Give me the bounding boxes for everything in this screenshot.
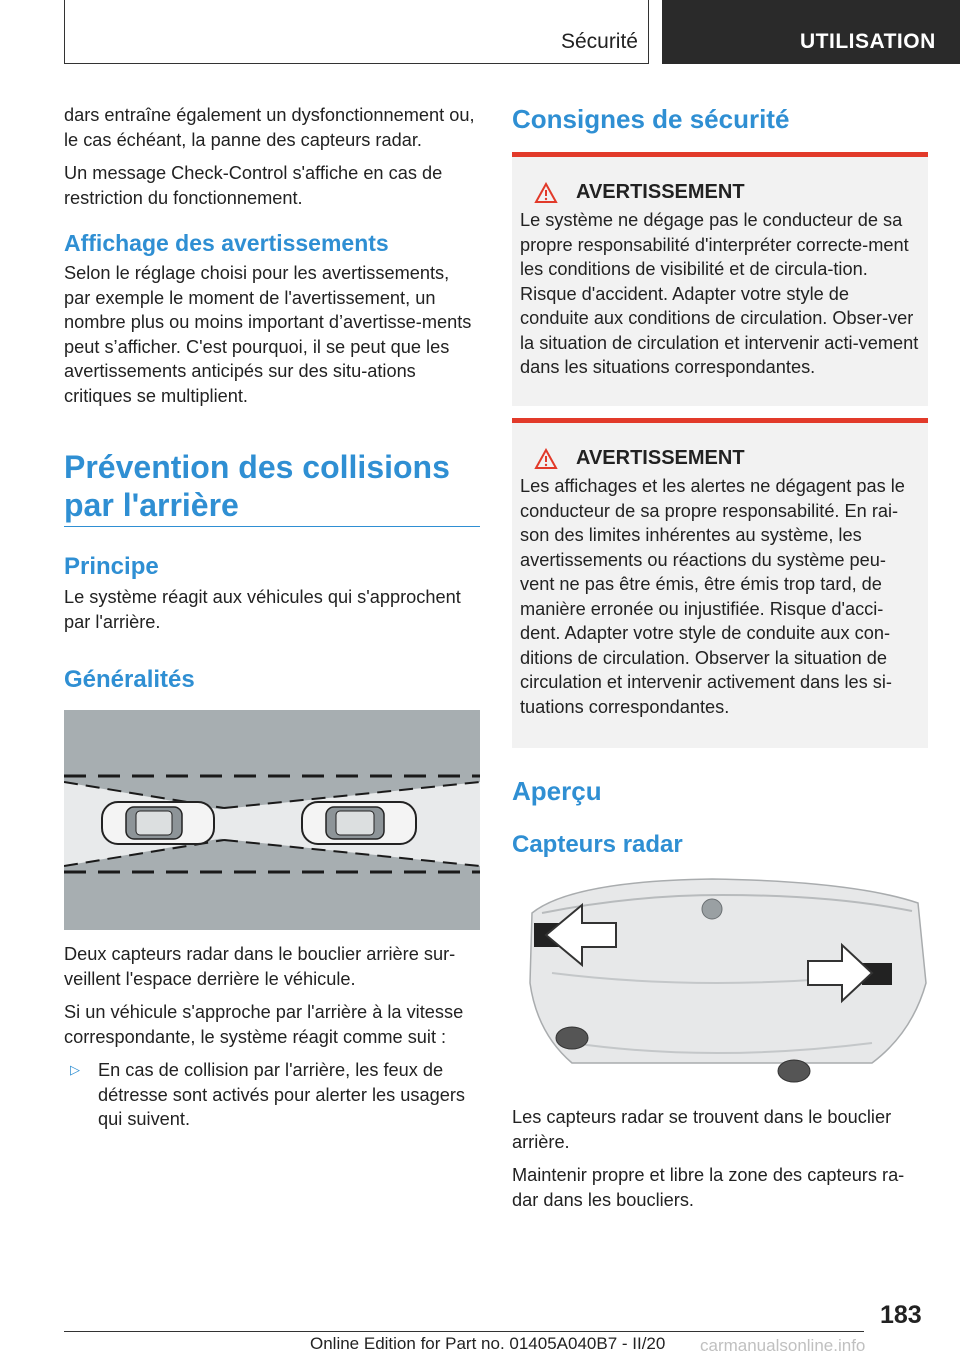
section-title-line1: Prévention des collisions — [64, 449, 450, 485]
heading-capteurs: Capteurs radar — [512, 831, 683, 858]
header-section-title: Sécurité — [560, 30, 638, 53]
warning-text: Le système ne dégage pas le conducteur de sa propre responsabilité d'interpréter correcte-ment les conditions de visibilité et de circula-tion. Risque d'accident. Adapter votre style de conduite aux conditions de circulation. Obser-ver la situation de circulation et intervenir acti-vement dans les situations correspondantes. — [520, 210, 919, 377]
heading-apercu: Aperçu — [512, 776, 602, 806]
header-chapter-tab — [662, 0, 960, 64]
radar-sensor-illustration — [512, 873, 928, 1093]
heading-affichage: Affichage des avertissements — [64, 230, 389, 256]
warning-triangle-icon — [534, 448, 558, 470]
section-title-line2: par l'arrière — [64, 487, 239, 523]
collision-illustration — [64, 710, 480, 930]
triangle-bullet-icon: ▷ — [70, 1062, 80, 1077]
warning-title: AVERTISSEMENT — [576, 181, 745, 203]
paragraph: Les capteurs radar se trouvent dans le bouclier arrière. — [512, 1107, 892, 1152]
heading-generalites: Généralités — [64, 666, 195, 693]
section-title-block — [64, 448, 480, 527]
header-chapter-title: UTILISATION — [800, 30, 936, 53]
footer-edition: Online Edition for Part no. 01405A040B7 - II/20 — [310, 1334, 666, 1353]
warning-text: Les affichages et les alertes ne dégagent pas le conducteur de sa propre responsabilité. En rai-son des limites inhérentes au système, les avertissements ou réactions du système peu-vent ne pas être émis, être émis trop tard, de manière erronée ou injustifiée. Risque d'acci-dent. Adapter votre style de conduite aux con-ditions de circulation. Observer la situation de circulation et intervenir activement dans les si-tuations correspondantes. — [520, 476, 905, 717]
paragraph: Un message Check-Control s'affiche en cas de restriction du fonctionnement. — [64, 163, 443, 208]
paragraph: Si un véhicule s'approche par l'arrière à la vitesse correspondante, le système réagit comme suit : — [64, 1002, 464, 1047]
car-front-icon — [302, 802, 416, 844]
footer-divider — [64, 1331, 864, 1332]
page-number: 183 — [880, 1301, 922, 1329]
paragraph: Deux capteurs radar dans le bouclier arrière sur-veillent l'espace derrière le véhicule. — [64, 944, 456, 989]
warning-title: AVERTISSEMENT — [576, 447, 745, 469]
list-item — [64, 1058, 480, 1132]
paragraph: Le système réagit aux véhicules qui s'approchent par l'arrière. — [64, 587, 461, 632]
warning-box-1 — [512, 152, 928, 406]
paragraph: Selon le réglage choisi pour les avertissements, par exemple le moment de l'avertissement, un nombre plus ou moins important d’avertisse-ments peut s’afficher. C'est pourquoi, il se peut que les avertissements anticipés sur des situ-ations critiques se multiplient. — [64, 263, 472, 406]
warning-box-2 — [512, 418, 928, 748]
heading-principe: Principe — [64, 553, 159, 580]
car-rear-icon — [102, 802, 214, 844]
heading-consignes: Consignes de sécurité — [512, 104, 790, 134]
paragraph: Maintenir propre et libre la zone des capteurs ra-dar dans les boucliers. — [512, 1165, 905, 1210]
paragraph: dars entraîne également un dysfonctionnement ou, le cas échéant, la panne des capteurs radar. — [64, 105, 475, 150]
list-item-text: En cas de collision par l'arrière, les feux de détresse sont activés pour alerter les usagers qui suivent. — [98, 1060, 465, 1129]
right-column — [512, 100, 928, 1221]
left-column — [64, 103, 480, 1132]
warning-triangle-icon — [534, 182, 558, 204]
watermark: carmanualsonline.info — [700, 1336, 866, 1355]
